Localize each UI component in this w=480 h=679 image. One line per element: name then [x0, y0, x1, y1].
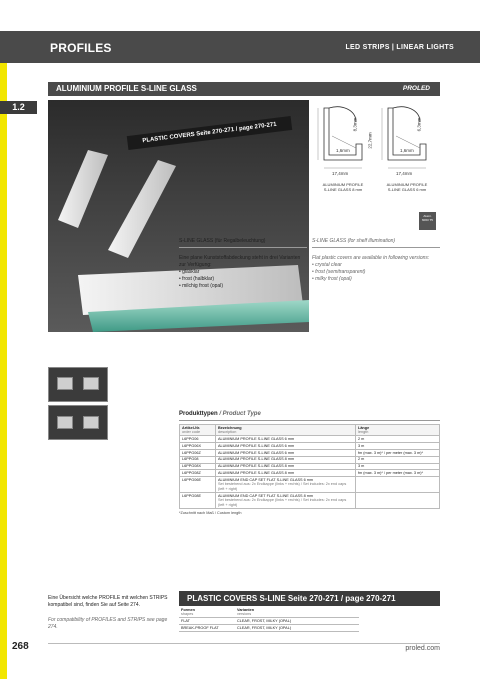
dim-opening-right: 6,3mm	[416, 117, 422, 132]
description-heading: S-LINE GLASS (for shelf illumination)	[312, 238, 440, 248]
end-cap-left-icon	[57, 377, 73, 390]
table-header-row	[180, 425, 440, 436]
table-row: L6PPG06E ALUMINIUM END CAP SET FLAT S-LINE GLASS 6 mm Set bestehend aus: 2x Endkappe (links + rechts) / Set includes: 2x end caps (left + right)	[180, 477, 440, 493]
list-item: • glasklar	[179, 269, 200, 275]
dim-glass-left: 1,6mm	[336, 148, 350, 153]
profile-cross-sections	[312, 100, 440, 182]
brand-logo: PROLED	[402, 85, 430, 92]
end-cap-thumbnail	[48, 367, 108, 402]
drawing-caption-left: ALUMINIUM PROFILE S-LINE GLASS 8 mm	[322, 182, 364, 192]
material-badge: Alumi. 6063 T5	[419, 212, 436, 230]
page-title: PROFILES	[50, 41, 112, 55]
product-photo	[48, 100, 309, 332]
page-header	[0, 31, 480, 63]
dim-glass-right: 1,6mm	[400, 148, 414, 153]
table-row: L6PPG06 ALUMINIUM PROFILE S-LINE GLASS 6 mm 2 m	[180, 436, 440, 443]
list-item: • crystal clear	[312, 262, 342, 268]
description-intro: Flat plastic covers are available in following versions:	[312, 255, 430, 261]
dim-width-left: 17,4mm	[332, 171, 349, 176]
technical-drawings	[303, 100, 440, 222]
product-types-table	[179, 424, 440, 509]
end-cap-thumbnail	[48, 405, 108, 440]
table-row: L6PPG08E ALUMINIUM END CAP SET FLAT S-LINE GLASS 8 mm Set bestehend aus: 2x Endkappe (links + rechts) / Set includes: 2x end caps (left + right)	[180, 493, 440, 509]
table-footnote: *Zuschnitt nach Maß / Custom length	[179, 511, 242, 515]
list-item: • milchig frost (opal)	[179, 283, 223, 289]
table-row: L6PPG06Z ALUMINIUM PROFILE S-LINE GLASS 6 mm fm (max. 3 m)* / per meter (max. 3 m)*	[180, 449, 440, 456]
dim-height-right: 22,7mm	[367, 132, 373, 149]
dim-opening-left: 8,3mm	[352, 117, 358, 132]
drawing-caption-right: ALUMINIUM PROFILE S-LINE GLASS 6 mm	[386, 182, 428, 192]
dim-height-left: 24,7mm	[303, 132, 309, 149]
dim-width-right: 17,4mm	[396, 171, 413, 176]
compatibility-note-english: For compatibility of PROFILES and STRIPS see page 274.	[48, 617, 168, 630]
column-header-description: Bezeichnung description	[216, 425, 356, 436]
table-header-row	[179, 607, 359, 618]
plastic-covers-title: PLASTIC COVERS S-LINE Seite 270-271 / page 270-271	[187, 594, 396, 603]
section-number-tab: 1.2	[0, 101, 37, 114]
product-types-title: Produkttypen / Product Type	[179, 411, 261, 417]
table-row: BREAK-PROOF FLAT CLEAR, FROST, MILKY (OPAL)	[179, 625, 359, 632]
table-row: L6PPG06X ALUMINIUM PROFILE S-LINE GLASS 6 mm 3 m	[180, 443, 440, 450]
category-label: LED STRIPS | LINEAR LIGHTS	[345, 44, 454, 51]
compatibility-note-german: Eine Übersicht welche PROFILE mit welchen STRIPS kompatibel sind, finden Sie auf Seite 274.	[48, 595, 168, 608]
yellow-side-band	[0, 58, 7, 679]
table-row: L6PPG08Z ALUMINIUM PROFILE S-LINE GLASS 8 mm fm (max. 3 m)* / per meter (max. 3 m)*	[180, 470, 440, 477]
list-item: • frost (semitransparent)	[312, 269, 366, 275]
description-german	[179, 238, 307, 290]
plastic-covers-bar	[179, 591, 440, 606]
plastic-covers-table	[179, 607, 359, 632]
footer-divider	[48, 643, 440, 644]
column-header-length: Länge length	[356, 425, 440, 436]
list-item: • milky frost (opal)	[312, 276, 352, 282]
column-header-shape: Formen shapes	[179, 607, 235, 618]
end-cap-left-icon	[57, 416, 73, 429]
table-row: L6PPG08 ALUMINIUM PROFILE S-LINE GLASS 8 mm 2 m	[180, 456, 440, 463]
covers-reference-banner: PLASTIC COVERS Seite 270-271 / page 270-271	[127, 116, 292, 150]
table-row: L6PPG08X ALUMINIUM PROFILE S-LINE GLASS 8 mm 3 m	[180, 463, 440, 470]
description-heading: S-LINE GLASS (für Regalbeleuchtung)	[179, 238, 307, 248]
table-row: FLAT CLEAR, FROST, MILKY (OPAL)	[179, 618, 359, 625]
article-title: ALUMINIUM PROFILE S-LINE GLASS	[56, 84, 197, 93]
end-cap-right-icon	[83, 416, 99, 429]
page-number: 268	[12, 641, 29, 652]
description-english	[312, 238, 440, 283]
article-title-bar	[48, 82, 440, 96]
description-intro: Eine plane Kunststoffabdeckung steht in drei Varianten zur Verfügung:	[179, 255, 301, 268]
column-header-code: Artikel-Nr. order code	[180, 425, 216, 436]
divider	[179, 420, 440, 421]
list-item: • frost (halbklar)	[179, 276, 215, 282]
column-header-versions: Varianten versions	[235, 607, 359, 618]
website-link[interactable]: proled.com	[405, 645, 440, 652]
end-cap-right-icon	[83, 377, 99, 390]
